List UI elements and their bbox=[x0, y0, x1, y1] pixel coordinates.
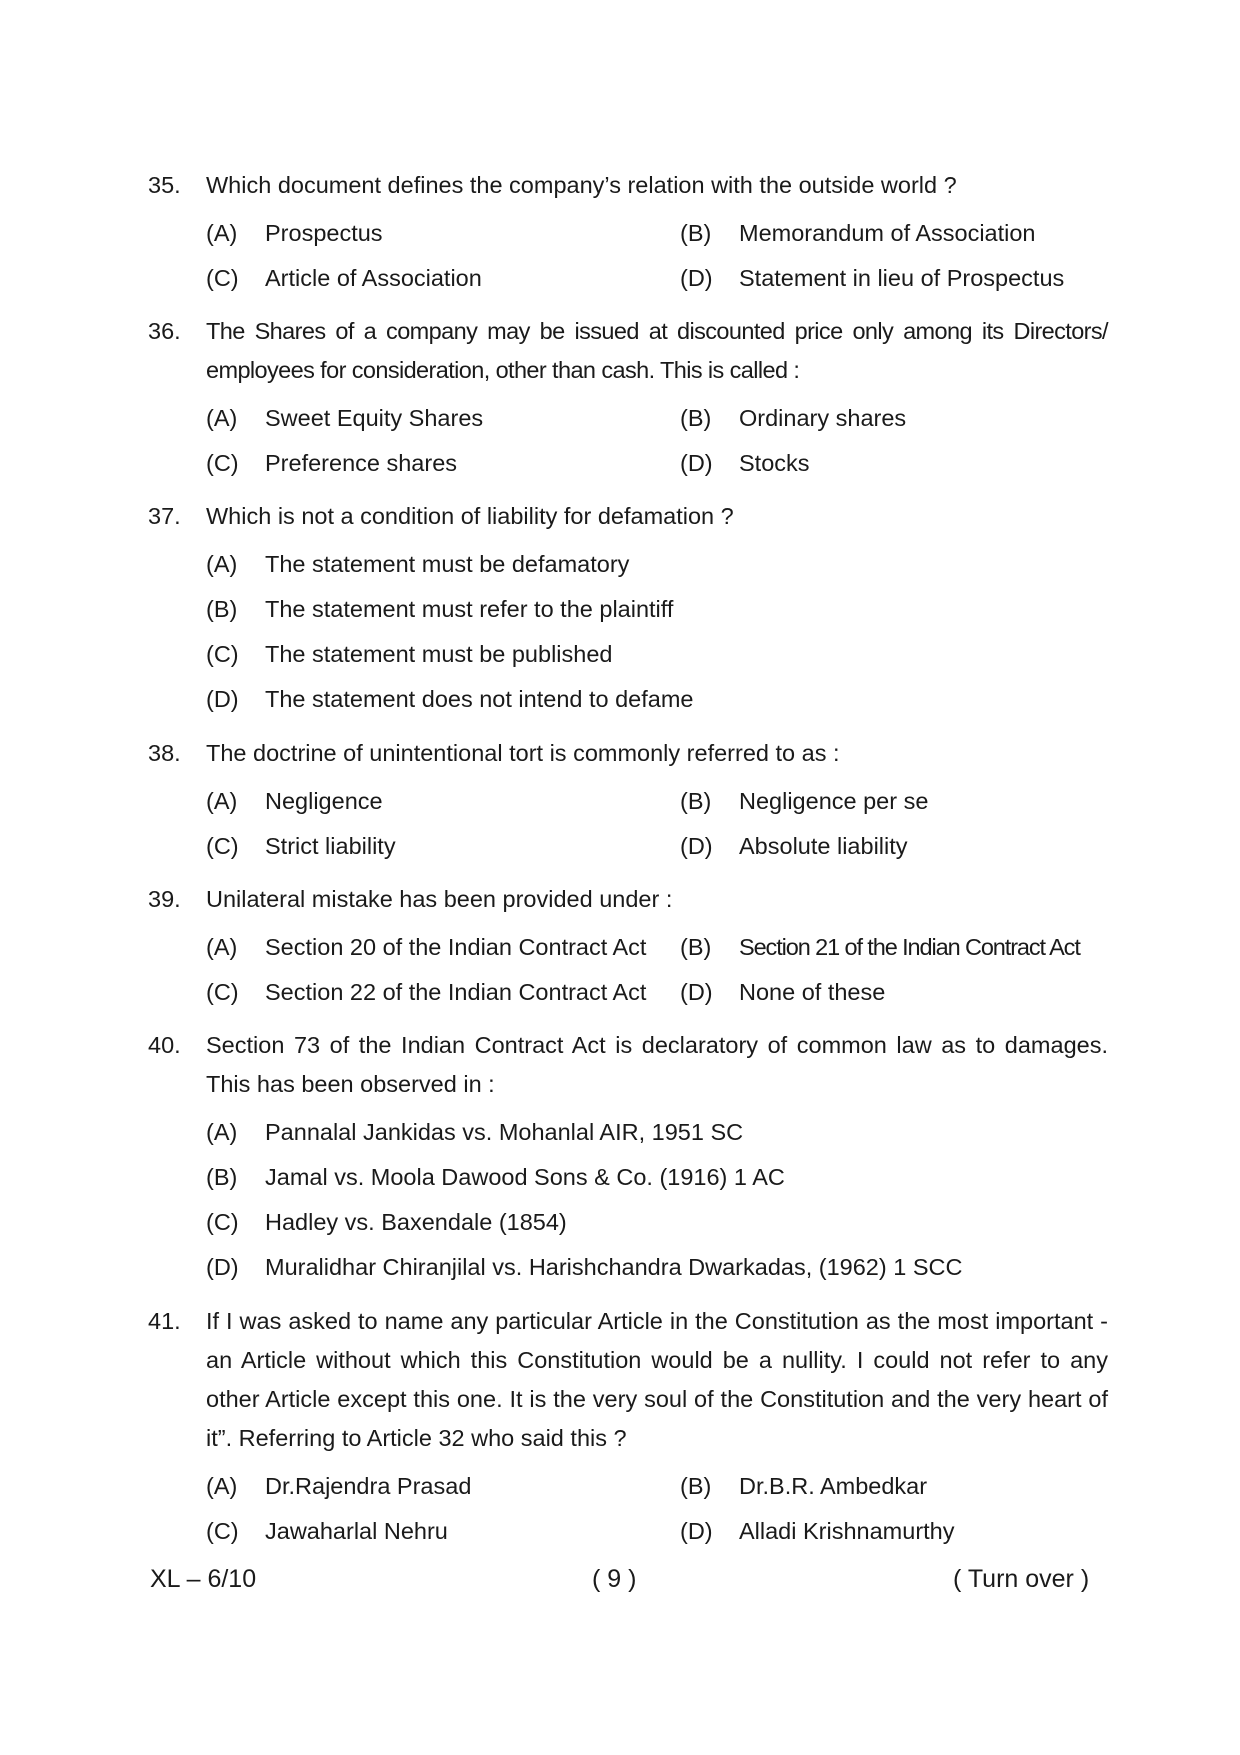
option-text: Hadley vs. Baxendale (1854) bbox=[265, 1209, 567, 1235]
options bbox=[206, 925, 1108, 1015]
options bbox=[206, 396, 1108, 486]
option-text: Section 22 of the Indian Contract Act bbox=[265, 979, 647, 1005]
option-text: None of these bbox=[739, 979, 886, 1005]
option-label: (D) bbox=[680, 979, 713, 1005]
option-text: Article of Association bbox=[265, 265, 482, 291]
option-text: The statement must be defamatory bbox=[265, 551, 630, 577]
option-text: Section 21 of the Indian Contract Act bbox=[739, 934, 1080, 960]
option-label: (A) bbox=[206, 1473, 238, 1499]
option-text: Negligence bbox=[265, 788, 383, 814]
option-label: (A) bbox=[206, 1119, 238, 1145]
option-label: (D) bbox=[206, 686, 239, 712]
question-stem: The Shares of a company may be issued at discounted price only among its Directors/ employees for consideration, other than cash. This is called : bbox=[206, 318, 1108, 383]
option-label: (A) bbox=[206, 551, 238, 577]
question-41 bbox=[148, 1302, 1108, 1554]
page-number: ( 9 ) bbox=[592, 1565, 637, 1593]
question-stem: Which is not a condition of liability for defamation ? bbox=[206, 503, 734, 529]
option-text: Prospectus bbox=[265, 220, 383, 246]
question-number: 40. bbox=[148, 1032, 181, 1058]
option-text: Negligence per se bbox=[739, 788, 929, 814]
option-label: (C) bbox=[206, 1518, 239, 1544]
option-text: Dr.B.R. Ambedkar bbox=[739, 1473, 928, 1499]
question-stem: Section 73 of the Indian Contract Act is declaratory of common law as to damages. This has been observed in : bbox=[206, 1032, 1108, 1097]
question-37 bbox=[148, 497, 1108, 722]
options bbox=[206, 542, 1108, 722]
option-label: (A) bbox=[206, 934, 238, 960]
question-35 bbox=[148, 166, 1108, 301]
option-label: (A) bbox=[206, 220, 238, 246]
question-36 bbox=[148, 312, 1108, 486]
options bbox=[206, 779, 1108, 869]
option-text: Memorandum of Association bbox=[739, 220, 1036, 246]
option-text: Ordinary shares bbox=[739, 405, 907, 431]
option-text: Jawaharlal Nehru bbox=[265, 1518, 448, 1544]
option-label: (C) bbox=[206, 1209, 239, 1235]
question-number: 35. bbox=[148, 172, 181, 198]
option-label: (C) bbox=[206, 833, 239, 859]
option-text: Statement in lieu of Prospectus bbox=[739, 265, 1065, 291]
option-text: Section 20 of the Indian Contract Act bbox=[265, 934, 647, 960]
option-label: (D) bbox=[680, 265, 713, 291]
question-stem: Which document defines the company’s relation with the outside world ? bbox=[206, 172, 957, 198]
question-number: 37. bbox=[148, 503, 181, 529]
option-text: Jamal vs. Moola Dawood Sons & Co. (1916) 1 AC bbox=[265, 1164, 785, 1190]
option-text: The statement must be published bbox=[265, 641, 613, 667]
option-label: (D) bbox=[680, 450, 713, 476]
option-label: (C) bbox=[206, 265, 239, 291]
option-label: (D) bbox=[680, 1518, 713, 1544]
option-label: (B) bbox=[680, 788, 712, 814]
option-label: (B) bbox=[680, 405, 712, 431]
question-38 bbox=[148, 734, 1108, 869]
option-label: (B) bbox=[206, 1164, 238, 1190]
question-stem: If I was asked to name any particular Article in the Constitution as the most important - an Article without which this Constitution would be a nullity. I could not refer to any other Article except this one. It is the very soul of the Constitution and the very heart of it”. Referring to Article 32 who said this ? bbox=[206, 1308, 1108, 1451]
option-label: (C) bbox=[206, 979, 239, 1005]
question-39 bbox=[148, 880, 1108, 1015]
question-40 bbox=[148, 1026, 1108, 1290]
question-stem: The doctrine of unintentional tort is commonly referred to as : bbox=[206, 740, 840, 766]
option-text: Pannalal Jankidas vs. Mohanlal AIR, 1951 SC bbox=[265, 1119, 744, 1145]
paper-code: XL – 6/10 bbox=[150, 1565, 257, 1593]
question-stem: Unilateral mistake has been provided under : bbox=[206, 886, 673, 912]
option-text: Alladi Krishnamurthy bbox=[739, 1518, 955, 1544]
question-number: 41. bbox=[148, 1308, 181, 1334]
option-text: Stocks bbox=[739, 450, 810, 476]
option-label: (B) bbox=[680, 1473, 712, 1499]
question-number: 38. bbox=[148, 740, 181, 766]
option-label: (C) bbox=[206, 641, 239, 667]
turn-over-note: ( Turn over ) bbox=[953, 1565, 1090, 1593]
option-text: Preference shares bbox=[265, 450, 458, 476]
option-text: Muralidhar Chiranjilal vs. Harishchandra Dwarkadas, (1962) 1 SCC bbox=[265, 1254, 963, 1280]
option-label: (B) bbox=[680, 934, 712, 960]
question-number: 39. bbox=[148, 886, 181, 912]
option-text: The statement does not intend to defame bbox=[265, 686, 694, 712]
option-text: The statement must refer to the plaintiff bbox=[265, 596, 674, 622]
options bbox=[206, 1464, 1108, 1554]
question-number: 36. bbox=[148, 318, 181, 344]
option-text: Sweet Equity Shares bbox=[265, 405, 484, 431]
option-text: Dr.Rajendra Prasad bbox=[265, 1473, 472, 1499]
options bbox=[206, 1110, 1108, 1290]
option-label: (B) bbox=[680, 220, 712, 246]
option-label: (C) bbox=[206, 450, 239, 476]
options bbox=[206, 211, 1108, 301]
option-label: (D) bbox=[680, 833, 713, 859]
option-text: Absolute liability bbox=[739, 833, 908, 859]
option-label: (B) bbox=[206, 596, 238, 622]
option-label: (A) bbox=[206, 405, 238, 431]
option-label: (A) bbox=[206, 788, 238, 814]
option-text: Strict liability bbox=[265, 833, 396, 859]
option-label: (D) bbox=[206, 1254, 239, 1280]
